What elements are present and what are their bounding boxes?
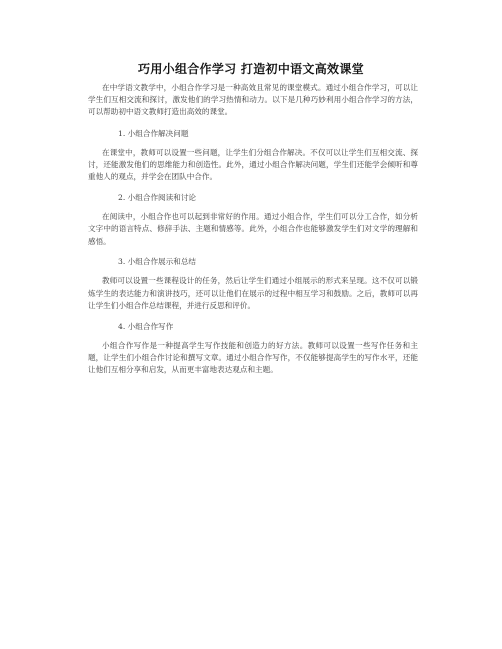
- section-1: [88, 128, 418, 184]
- section-2: [88, 192, 418, 248]
- document-body: [88, 82, 418, 385]
- section-paragraph: 在课堂中，教师可以设置一些问题，让学生们分组合作解决。不仅可以让学生们互相交流、探讨，还能激发他们的思维能力和创造性。此外，通过小组合作解决问题，学生们还能学会倾听和尊重他人的观点，并学会在团队中合作。: [88, 147, 418, 182]
- section-paragraph: 教师可以设置一些课程设计的任务，然后让学生们通过小组展示的形式来呈现。这不仅可以锻炼学生的表达能力和演讲技巧，还可以让他们在展示的过程中相互学习和鼓励。之后，教师可以再让学生们小组合作总结课程，并进行反思和评价。: [88, 276, 418, 310]
- section-heading: 4. 小组合作写作: [118, 321, 174, 331]
- section-paragraph: 在阅读中，小组合作也可以起到非常好的作用。通过小组合作，学生们可以分工合作，如分析文字中的语言特点、修辞手法、主题和情感等。此外，小组合作也能够激发学生们对文学的理解和感悟。: [88, 212, 418, 246]
- section-heading: 1. 小组合作解决问题: [118, 128, 189, 138]
- page-title: 巧用小组合作学习 打造初中语文高效课堂: [138, 62, 364, 76]
- section-3: [88, 256, 418, 312]
- section-heading: 2. 小组合作阅读和讨论: [118, 192, 197, 202]
- intro-paragraph: 在中学语文教学中，小组合作学习是一种高效且常见的课堂模式。通过小组合作学习，可以让学生们互相交流和探讨，激发他们的学习热情和动力。以下是几种巧妙利用小组合作学习的方法，可以帮助初中语文教师打造出高效的课堂。: [88, 83, 418, 117]
- section-paragraph: 小组合作写作是一种提高学生写作技能和创造力的好方法。教师可以设置一些写作任务和主题，让学生们小组合作讨论和撰写文章。通过小组合作写作，不仅能够提高学生的写作水平，还能让他们互相分享和启发，从而更丰富地表达观点和主题。: [88, 340, 418, 375]
- section-heading: 3. 小组合作展示和总结: [118, 257, 197, 267]
- section-4: [88, 321, 418, 377]
